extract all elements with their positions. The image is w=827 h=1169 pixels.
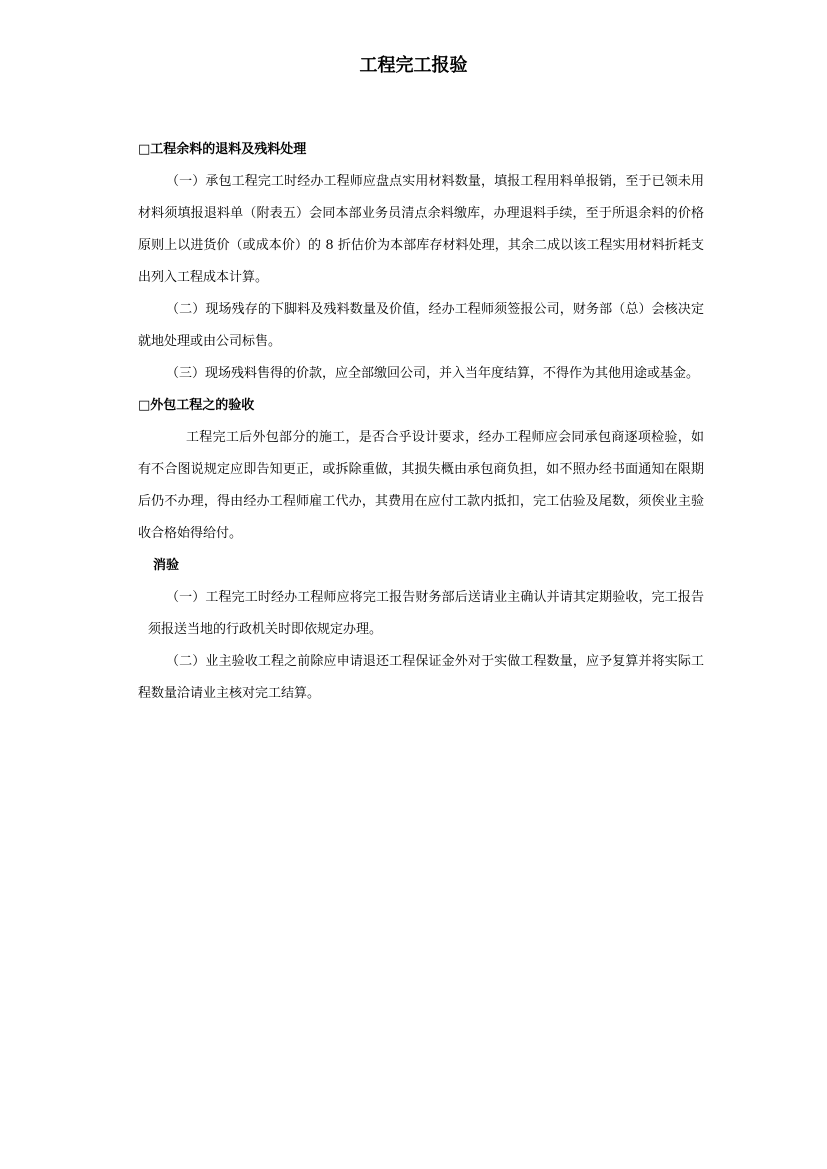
paragraph: （二）业主验收工程之前除应申请退还工程保证金外对于实做工程数量，应予复算并将实际工程数量洽请业主核对完工结算。 bbox=[138, 654, 704, 701]
document-title: 工程完工报验 bbox=[359, 55, 468, 76]
paragraph: 工程完工后外包部分的施工，是否合乎设计要求，经办工程师应会同承包商逐项检验，如有不合图说规定应即告知更正，或拆除重做，其损失概由承包商负担，如不照办经书面通知在限期后仍不办理，得由经办工程师雇工代办，其费用在应付工款内抵扣，完工估验及尾数，须俟业主验收合格始得给付。 bbox=[138, 430, 704, 541]
section-heading: □外包工程之的验收 bbox=[138, 398, 255, 413]
paragraph: （一）承包工程完工时经办工程师应盘点实用材料数量，填报工程用料单报销，至于已领未用材料须填报退料单（附表五）会同本部业务员清点余料缴库，办理退料手续，至于所退余料的价格原则上以进货价（或成本价）的 8 折估价为本部库存材料处理，其余二成以该工程实用材料折耗支出列入工程成本计算。 bbox=[138, 174, 704, 285]
section-material-disposal bbox=[138, 134, 704, 390]
paragraph: （一）工程完工时经办工程师应将完工报告财务部后送请业主确认并请其定期验收，完工报告须报送当地的行政机关时即依规定办理。 bbox=[148, 590, 704, 637]
paragraph: （三）现场残料售得的价款，应全部缴回公司，并入当年度结算，不得作为其他用途或基金。 bbox=[166, 366, 700, 381]
section-subcontract-acceptance bbox=[138, 390, 704, 550]
document-body bbox=[138, 134, 704, 710]
section-heading: 消验 bbox=[153, 558, 180, 573]
section-final-acceptance bbox=[138, 550, 704, 710]
paragraph: （二）现场残存的下脚料及残料数量及价值，经办工程师须签报公司，财务部（总）会核决定就地处理或由公司标售。 bbox=[138, 302, 704, 349]
section-heading: □工程余料的退料及残料处理 bbox=[138, 142, 307, 157]
